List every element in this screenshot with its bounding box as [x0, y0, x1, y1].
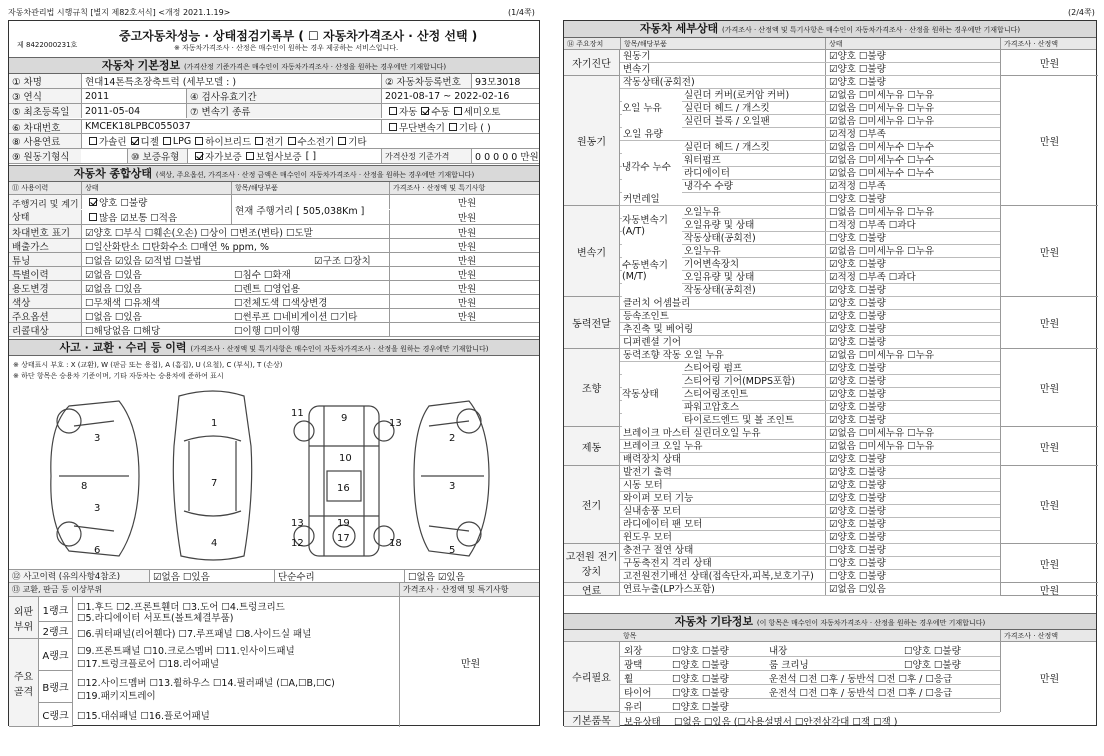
part-name: 고전원전기배선 상태(접속단자,피복,보호기구): [623, 571, 814, 582]
repair-item: 타이어: [624, 688, 652, 699]
detail-group-label: 조향: [564, 349, 620, 427]
part-name: 라디에이터 팬 모터: [623, 519, 703, 530]
part-name: 와이퍼 모터 기능: [623, 493, 694, 504]
overall-row-options: 주요옵션 ☐없음 ☐있음 ☐썬루프 ☐네비게이션 ☐기타 만원: [9, 309, 539, 323]
diagram-num-13: 13: [291, 518, 304, 529]
diagram-num-7: 7: [211, 478, 218, 489]
other-price: 만원: [1000, 642, 1098, 712]
part-name: 커먼레일: [623, 194, 660, 205]
repair-item: 휠: [624, 674, 634, 685]
fuel-checkbox-1[interactable]: [131, 137, 139, 145]
repair-status-2[interactable]: ☐양호 ☐불량: [904, 660, 961, 671]
diagram-num-9: 9: [341, 413, 348, 424]
accident-row: ⑫ 사고이력 (유의사항4참조) ☑없음 ☐있음 단순수리 ☐없음 ☑있음: [9, 569, 539, 583]
part-name: 연료누출(LP가스포함): [623, 584, 715, 595]
fuel-checkbox-6[interactable]: [338, 137, 346, 145]
diagram-num-6: 6: [94, 545, 101, 556]
part-status[interactable]: ☑없음 ☐미세누유 ☐누유: [825, 102, 1000, 115]
detail-group-label: 제동: [564, 427, 620, 466]
trans-checkbox-2[interactable]: [454, 107, 462, 115]
part-name: 파워고압호스: [684, 402, 740, 413]
detail-row: [620, 440, 1000, 453]
overall-header: 자동차 종합상태 (색상, 주요옵션, 가격조사 · 산정 금액은 매수인이 자동차가격조사 · 산정을 원하는 경우에만 기재합니다): [9, 165, 539, 182]
repair-item-2: 룸 크리닝: [769, 660, 809, 671]
overall-row-color: 색상 ☐무채색 ☐유채색 ☐전체도색 ☐색상변경 만원: [9, 295, 539, 309]
symbol-note-2: ※ 하단 항목은 승용차 기준이며, 기타 자동차는 승용차에 준하여 표시: [13, 372, 224, 380]
detail-row: [620, 570, 1000, 583]
simple-repair-value: ☐없음 ☑있음: [404, 570, 539, 582]
fuel-checkbox-3[interactable]: [195, 137, 203, 145]
part-name: 기어변속장치: [684, 259, 740, 270]
detail-row: [620, 531, 1000, 544]
detail-group-price: 만원: [1000, 466, 1098, 544]
basic-row-first-reg: ⑤ 최초등록일 2011-05-04 ⑥ 차대번호 KMCEK18LPBC055037 ⑦ 변속기 종류 자동 수동 세미오토 무단변속기 기타 ( ): [9, 104, 539, 134]
part-name: 냉각수 수량: [684, 181, 733, 192]
part-name: 실린더 헤드 / 개스킷: [684, 103, 770, 114]
detail-group-label: 고전원 전기장치: [564, 544, 620, 583]
form-regulation-note: 자동차관리법 시행규칙 [별지 제82호서식] <개정 2021.1.19>: [8, 8, 231, 17]
basic-row-car-name: ① 차명 현대14톤특초장축트럭 (세부모델 : ) ② 자동차등록번호 93모3018: [9, 74, 539, 89]
part-name: 스티어링조인트: [684, 389, 749, 400]
diagram-num-16: 16: [337, 483, 350, 494]
repair-item-2: 운전석 ☐전 ☐후 / 동반석 ☐전 ☐후 / ☐응급: [769, 674, 953, 685]
part-status[interactable]: ☑양호 ☐불량: [825, 479, 1000, 492]
detail-row: [620, 518, 1000, 531]
first-registration: 2011-05-04: [81, 104, 186, 118]
part-status[interactable]: ☑양호 ☐불량: [825, 63, 1000, 76]
car-name: 현대14톤특초장축트럭 (세부모델 : ): [81, 74, 381, 88]
panel-header-row: ⑬ 교환, 판금 등 이상부위 가격조사 · 산정액 및 특기사항: [9, 583, 539, 597]
part-name: 라디에이터: [684, 168, 730, 179]
detail-group-price: 만원: [1000, 349, 1098, 427]
transmission-options-1: 자동 수동 세미오토: [381, 104, 539, 118]
part-name: 실린더 블록 / 오일팬: [684, 116, 770, 127]
detail-group-price: 만원: [1000, 544, 1098, 583]
part-status[interactable]: ☐양호 ☐불량: [825, 193, 1000, 206]
part-status[interactable]: ☐양호 ☐불량: [825, 232, 1000, 245]
part-name: 실린더 커버(로커암 커버): [684, 90, 790, 101]
diagram-num-3: 3: [94, 433, 101, 444]
detail-sub-label: 냉각수 누수: [622, 141, 682, 193]
part-name: 브레이크 오일 누유: [623, 441, 703, 452]
detail-group-price: 만원: [1000, 206, 1098, 297]
repair-item-2: 운전석 ☐전 ☐후 / 동반석 ☐전 ☐후 / ☐응급: [769, 688, 953, 699]
detail-row: [620, 453, 1000, 466]
model-year: 2011: [81, 89, 186, 103]
part-status[interactable]: ☑양호 ☐불량: [825, 258, 1000, 271]
part-status[interactable]: ☑양호 ☐불량: [825, 323, 1000, 336]
detail-group-label: 동력전달: [564, 297, 620, 349]
overall-column-headers: ⑪ 사용이력 상태 항목/해당부품 가격조사 · 산정액 및 특기사항: [9, 182, 539, 195]
car-damage-diagram: [29, 386, 519, 566]
part-name: 클러치 어셈블리: [623, 298, 691, 309]
detail-row: [620, 128, 1000, 141]
accident-header: 사고 · 교환 · 수리 등 이력 (가격조사 · 산정액 및 특기사항은 매수인이 자동차가격조사 · 산정을 원하는 경우에만 기재합니다): [9, 339, 539, 356]
part-name: 윈도우 모터: [623, 532, 672, 543]
other-info-table: 수리필요 기본품목 외장 ☐양호 ☐불량 내장 ☐양호 ☐불량 광택 ☐양호 ☐불량 룸 크리닝 ☐양호 ☐불량 휠 ☐양호 ☐불량 운전석 ☐전 ☐후 / 동반석 ☐전 ☐후 / ☐응급 타이어 ☐양호 ☐불량 운전석 ☐전 ☐후 / 동반석 ☐전 ☐후 / ☐응급 유리 ☐양호 ☐불량 보유상태 ☐없음 ☐있음 (☐사용설명서 ☐안전삼각대 ☐잭 ☐잭 ) 만원: [564, 642, 1098, 727]
part-name: 실린더 헤드 / 개스킷: [684, 142, 770, 153]
part-name: 오일유량 및 상태: [684, 272, 755, 283]
detail-group-price: 만원: [1000, 297, 1098, 349]
basic-info-header: 자동차 기본정보 (가격산정 기준가격은 매수인이 자동차가격조사 · 산정을 원하는 경우에만 기재합니다): [9, 57, 539, 74]
part-status[interactable]: ☑없음 ☐있음: [825, 583, 1000, 596]
detail-row: [620, 76, 1000, 89]
detail-row: [620, 583, 1000, 596]
part-name: 디퍼렌셜 기어: [623, 337, 682, 348]
detail-sub-label: 자동변속기 (A/T): [622, 206, 682, 245]
diagram-num-5: 5: [449, 545, 456, 556]
overall-row-vin-mark: 차대번호 표기 ☑양호 ☐부식 ☐훼손(오손) ☐상이 ☐변조(변타) ☐도말 만원: [9, 225, 539, 239]
diagram-num-17: 17: [337, 533, 350, 544]
repair-status[interactable]: ☐양호 ☐불량: [672, 688, 729, 699]
detail-group-label: 변속기: [564, 206, 620, 297]
part-status[interactable]: ☑양호 ☐불량: [825, 492, 1000, 505]
part-name: 작동상태(공회전): [684, 285, 756, 296]
part-name: 원동기: [623, 51, 651, 62]
registration-number: 93모3018: [471, 74, 539, 88]
detail-row: [620, 63, 1000, 76]
overall-row-emission: 배출가스 ☐일산화탄소 ☐탄화수소 ☐매연 % ppm, % 만원: [9, 239, 539, 253]
part-name: 오일누유: [684, 246, 721, 257]
vin: KMCEK18LPBC055037: [81, 119, 381, 133]
part-name: 실내송풍 모터: [623, 506, 682, 517]
part-status[interactable]: ☑없음 ☐미세누유 ☐누유: [825, 115, 1000, 128]
part-status[interactable]: ☑양호 ☐불량: [825, 466, 1000, 479]
part-status[interactable]: ☑양호 ☐불량: [825, 50, 1000, 63]
part-status[interactable]: ☑양호 ☐불량: [825, 518, 1000, 531]
diagram-num-19: 19: [337, 518, 350, 529]
fuel-checkbox-5[interactable]: [288, 137, 296, 145]
part-name: 충전구 절연 상태: [623, 545, 694, 556]
detail-column-headers: ⑭ 주요장치 항목/해당부품 상태 가격조사 · 산정액: [564, 38, 1096, 50]
trans-checkbox-1[interactable]: [421, 107, 429, 115]
part-status[interactable]: ☑양호 ☐불량: [825, 388, 1000, 401]
part-status[interactable]: ☑없음 ☐미세누수 ☐누수: [825, 141, 1000, 154]
basic-row-warranty: ⑨ 원동기형식 ⑩ 보증유형 자가보증 보험사보증 [ ] 가격산정 기준가격 0 0 0 0 0 만원: [9, 149, 539, 164]
document-number: 제 8422000231호: [17, 41, 78, 49]
part-status[interactable]: ☐없음 ☐미세누유 ☐누유: [825, 206, 1000, 219]
repair-status[interactable]: ☐양호 ☐불량: [672, 660, 729, 671]
overall-row-special: 특별이력 ☑없음 ☐있음 ☐침수 ☐화재 만원: [9, 267, 539, 281]
part-status[interactable]: ☑양호 ☐불량: [825, 531, 1000, 544]
inspection-validity: 2021-08-17 ~ 2022-02-16: [381, 89, 539, 103]
diagram-num-3b: 3: [94, 503, 101, 514]
part-status[interactable]: ☑양호 ☐불량: [825, 414, 1000, 427]
detail-row: [620, 492, 1000, 505]
diagram-num-10: 10: [339, 453, 352, 464]
detail-sub-label: 수동변속기 (M/T): [622, 245, 682, 297]
mileage-good-checkbox[interactable]: [89, 198, 97, 206]
part-status[interactable]: ☑양호 ☐불량: [825, 362, 1000, 375]
part-status[interactable]: ☑적정 ☐부족: [825, 128, 1000, 141]
detail-row: [620, 297, 1000, 310]
warranty-checkbox-1[interactable]: [246, 152, 254, 160]
part-name: 워터펌프: [684, 155, 721, 166]
fuel-checkbox-4[interactable]: [255, 137, 263, 145]
detail-row: [620, 427, 1000, 440]
fuel-options: 가솔린 디젤 LPG 하이브리드 전기 수소전기 기타: [81, 134, 539, 148]
part-status[interactable]: ☑적정 ☐부족 ☐과다: [825, 271, 1000, 284]
basic-row-year: ③ 연식 2011 ④ 검사유효기간 2021-08-17 ~ 2022-02-16: [9, 89, 539, 104]
detail-sub-label: 오일 누유: [622, 89, 682, 128]
page-number-2: (2/4쪽): [1068, 8, 1095, 17]
detail-group-price: 만원: [1000, 427, 1098, 466]
trans-checkbox-0[interactable]: [389, 107, 397, 115]
accident-value: ☑없음 ☐있음: [149, 570, 274, 582]
mileage-many-checkbox[interactable]: [89, 213, 97, 221]
part-status[interactable]: ☑양호 ☐불량: [825, 505, 1000, 518]
part-status[interactable]: ☑없음 ☐미세누유 ☐누유: [825, 89, 1000, 102]
part-name: 구동축전지 격리 상태: [623, 558, 712, 569]
part-status[interactable]: ☑없음 ☐미세누수 ☐누수: [825, 167, 1000, 180]
part-status[interactable]: ☑양호 ☐불량: [825, 310, 1000, 323]
detail-group-label: 전기: [564, 466, 620, 544]
detail-row: [620, 466, 1000, 479]
repair-status[interactable]: ☐양호 ☐불량: [672, 646, 729, 657]
overall-row-recall: 리콜대상 ☐해당없음 ☐해당 ☐이행 ☐미이행: [9, 323, 539, 337]
detail-row: [620, 557, 1000, 570]
page-title: 중고자동차성능 · 상태점검기록부 ( ☐ 자동차가격조사 · 산정 선택 ): [119, 29, 478, 43]
part-status[interactable]: ☑양호 ☐불량: [825, 375, 1000, 388]
diagram-num-8: 8: [81, 481, 88, 492]
left-page: [8, 20, 540, 726]
diagram-num-12: 12: [291, 538, 304, 549]
part-status[interactable]: ☑없음 ☐미세누수 ☐누수: [825, 154, 1000, 167]
part-name: 스티어링 펌프: [684, 363, 743, 374]
part-name: 변속기: [623, 64, 651, 75]
page-number: (1/4쪽): [508, 8, 535, 17]
part-status[interactable]: ☑양호 ☐불량: [825, 401, 1000, 414]
part-status[interactable]: ☑양호 ☐불량: [825, 453, 1000, 466]
part-status[interactable]: ☑없음 ☐미세누유 ☐누유: [825, 440, 1000, 453]
part-status[interactable]: ☐적정 ☐부족 ☐과다: [825, 219, 1000, 232]
title-note: ※ 자동차가격조사 · 산정은 매수인이 원하는 경우 제공하는 서비스입니다.: [174, 44, 399, 52]
overall-row-tuning: 튜닝 ☐없음 ☑있음 ☑적법 ☐불법 ☑구조 ☐장치 만원: [9, 253, 539, 267]
part-name: 추진축 및 베어링: [623, 324, 694, 335]
warranty-options: 자가보증 보험사보증 [ ]: [187, 149, 381, 163]
other-info-header: 자동차 기타정보 (이 항목은 매수인이 자동차가격조사 · 산정을 원하는 경우에만 기재합니다): [564, 613, 1096, 630]
part-name: 작동상태(공회전): [623, 77, 695, 88]
part-status[interactable]: ☑없음 ☐미세누유 ☐누유: [825, 427, 1000, 440]
part-name: 타이로드엔드 및 볼 조인트: [684, 415, 795, 426]
panel-price: 만원: [399, 597, 541, 727]
detail-row: [620, 479, 1000, 492]
part-name: 등속조인트: [623, 311, 669, 322]
detail-group-price: 만원: [1000, 583, 1098, 596]
diagram-num-1: 1: [211, 418, 218, 429]
part-status[interactable]: ☑적정 ☐부족: [825, 180, 1000, 193]
fuel-checkbox-2[interactable]: [163, 137, 171, 145]
part-name: 작동상태(공회전): [684, 233, 756, 244]
part-name: 오일유량 및 상태: [684, 220, 755, 231]
part-status[interactable]: ☑양호 ☐불량: [825, 297, 1000, 310]
detail-sub-label: 작동상태: [622, 362, 682, 427]
part-status[interactable]: ☑양호 ☐불량: [825, 76, 1000, 89]
detail-row: [620, 50, 1000, 63]
fuel-checkbox-0[interactable]: [89, 137, 97, 145]
repair-item-2: 내장: [769, 646, 788, 657]
part-name: 동력조향 작동 오일 누유: [623, 350, 724, 361]
warranty-checkbox-0[interactable]: [195, 152, 203, 160]
part-name: 시동 모터: [623, 480, 663, 491]
diagram-num-13b: 13: [389, 418, 402, 429]
basic-row-fuel: ⑧ 사용연료 가솔린 디젤 LPG 하이브리드 전기 수소전기 기타: [9, 134, 539, 149]
part-status[interactable]: ☐양호 ☐불량: [825, 544, 1000, 557]
diagram-num-11: 11: [291, 408, 304, 419]
detail-group-label: 자기진단: [564, 50, 620, 76]
detail-row: [620, 505, 1000, 518]
part-name: 스티어링 기어(MDPS포함): [684, 376, 796, 387]
diagram-num-3c: 3: [449, 481, 456, 492]
part-status[interactable]: ☑양호 ☐불량: [825, 336, 1000, 349]
part-status[interactable]: ☑없음 ☐미세누유 ☐누유: [825, 245, 1000, 258]
part-status[interactable]: ☑양호 ☐불량: [825, 284, 1000, 297]
diagram-num-4: 4: [211, 538, 218, 549]
part-status[interactable]: ☐양호 ☐불량: [825, 557, 1000, 570]
detail-group-label: 연료: [564, 583, 620, 596]
current-mileage: 현재 주행거리 [ 505,038Km ]: [231, 195, 389, 224]
part-name: 브레이크 마스터 실린더오일 누유: [623, 428, 761, 439]
detail-row: [620, 544, 1000, 557]
symbol-note: ※ 상태표시 부호 : X (교환), W (판금 또는 용접), A (흠집), U (요철), C (부식), T (손상): [13, 361, 283, 369]
part-name: 발전기 출력: [623, 467, 672, 478]
other-column-headers: 항목 가격조사 · 산정액: [564, 630, 1096, 642]
detail-row: [620, 349, 1000, 362]
trans-checkbox-4[interactable]: [449, 123, 457, 131]
detail-row: [620, 336, 1000, 349]
detail-header: 자동차 세부상태 (가격조사 · 산정액 및 특기사항은 매수인이 자동차가격조사 · 산정을 원하는 경우에만 기재합니다): [564, 21, 1096, 38]
repair-status[interactable]: ☐양호 ☐불량: [672, 702, 729, 713]
repair-row-divider: [620, 712, 1000, 713]
part-name: 배력장치 상태: [623, 454, 682, 465]
detail-row: [620, 323, 1000, 336]
diagram-num-2: 2: [449, 433, 456, 444]
trans-checkbox-3[interactable]: [389, 123, 397, 131]
detail-row: [620, 310, 1000, 323]
overall-row-mileage: 주행거리 및 계기상태 양호 ☐불량 많음 ☑보통 ☐적음 현재 주행거리 [ 505,038Km ] 만원 만원: [9, 195, 539, 225]
overall-row-usage-change: 용도변경 ☑없음 ☐있음 ☐렌트 ☐영업용 만원: [9, 281, 539, 295]
repair-item: 광택: [624, 660, 643, 671]
panel-grid: 외판 부위 주요 골격 1랭크 2랭크 A랭크 B랭크 C랭크 ☐1.후드 ☐2.프론트휀더 ☐3.도어 ☐4.트렁크리드 ☐5.라디에이터 서포트(볼트체결부품) ☐6.쿼터패널(리어휀다) ☐7.루프패널 ☐8.사이드실 패널 ☐9.프론트패널 ☐10.크로스멤버 ☐11.인사이드패널 ☐17.트렁크플로어 ☐18.리어패널 ☐12.사이드멤버 ☐13.휠하우스 ☐14.필러패널 (☐A,☐B,☐C) ☐19.패키지트레이 ☐15.대쉬패널 ☐16.플로어패널 만원: [9, 597, 541, 727]
detail-row: [620, 193, 1000, 206]
detail-group-price: 만원: [1000, 50, 1098, 76]
diagram-num-18: 18: [389, 538, 402, 549]
base-price: 0 0 0 0 0 만원: [471, 149, 539, 163]
part-name: 오일누유: [684, 207, 721, 218]
transmission-options-2: 무단변속기 기타 ( ): [381, 119, 539, 133]
part-status[interactable]: ☑없음 ☐미세누유 ☐누유: [825, 349, 1000, 362]
repair-item: 유리: [624, 702, 643, 713]
part-name: 오일 유량: [623, 129, 663, 140]
detail-group-label: 원동기: [564, 76, 620, 206]
repair-status[interactable]: ☐양호 ☐불량: [672, 674, 729, 685]
basic-items-status: ☐없음 ☐있음 (☐사용설명서 ☐안전삼각대 ☐잭 ☐잭 ): [674, 717, 898, 728]
part-status[interactable]: ☐양호 ☐불량: [825, 570, 1000, 583]
detail-group-price: 만원: [1000, 76, 1098, 206]
repair-status-2[interactable]: ☐양호 ☐불량: [904, 646, 961, 657]
repair-item: 외장: [624, 646, 643, 657]
right-page: [563, 20, 1097, 726]
